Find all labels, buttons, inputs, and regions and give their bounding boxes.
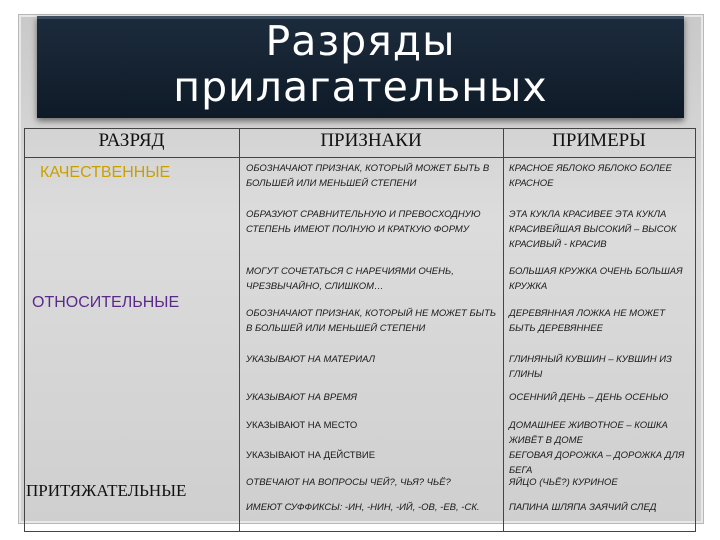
adjective-categories-table (24, 128, 696, 532)
slide-title (37, 18, 684, 110)
qualitative-feature-2: ОБРАЗУЮТ СРАВНИТЕЛЬНУЮ И ПРЕВОСХОДНУЮ СТЕПЕНЬ ИМЕЮТ ПОЛНУЮ И КРАТКУЮ ФОРМУ (246, 209, 481, 235)
table-border-bottom (24, 531, 696, 532)
qualitative-feature-1: ОБОЗНАЧАЮТ ПРИЗНАК, КОТОРЫЙ МОЖЕТ БЫТЬ В БОЛЬШЕЙ ИЛИ МЕНЬШЕЙ СТЕПЕНИ (246, 163, 490, 189)
possessive-feature-2: ИМЕЮТ СУФФИКСЫ: -ИН, -НИН, -ИЙ, -ОВ, -ЕВ, -СК. (246, 502, 480, 513)
qualitative-example-2: ЭТА КУКЛА КРАСИВЕЕ ЭТА КУКЛА КРАСИВЕЙШАЯ ВЫСОКИЙ – ВЫСОК КРАСИВЫЙ - КРАСИВ (509, 209, 677, 250)
header-features: ПРИЗНАКИ (320, 130, 422, 151)
relative-feature-1: ОБОЗНАЧАЮТ ПРИЗНАК, КОТОРЫЙ НЕ МОЖЕТ БЫТЬ В БОЛЬШЕЙ ИЛИ МЕНЬШЕЙ СТЕПЕНИ (246, 308, 497, 334)
title-line-1: Разряды (265, 17, 456, 65)
relative-feature-4: УКАЗЫВАЮТ НА МЕСТО (246, 420, 358, 431)
table-header-divider (24, 157, 696, 158)
relative-feature-5: УКАЗЫВАЮТ НА ДЕЙСТВИЕ (246, 450, 376, 461)
qualitative-example-3: БОЛЬШАЯ КРУЖКА ОЧЕНЬ БОЛЬШАЯ КРУЖКА (509, 266, 683, 292)
relative-feature-2: УКАЗЫВАЮТ НА МАТЕРИАЛ (246, 354, 375, 365)
possessive-example-1: ЯЙЦО (ЧЬЁ?) КУРИНОЕ (509, 477, 618, 488)
relative-example-1: ДЕРЕВЯННАЯ ЛОЖКА НЕ МОЖЕТ БЫТЬ ДЕРЕВЯННЕЕ (509, 308, 666, 334)
relative-example-4: ДОМАШНЕЕ ЖИВОТНОЕ – КОШКА ЖИВЁТ В ДОМЕ (509, 420, 668, 446)
relative-example-3: ОСЕННИЙ ДЕНЬ – ДЕНЬ ОСЕНЬЮ (509, 392, 669, 403)
table-column-divider-1 (239, 128, 240, 532)
possessive-feature-1: ОТВЕЧАЮТ НА ВОПРОСЫ ЧЕЙ?, ЧЬЯ? ЧЬЁ? (246, 477, 451, 488)
table-border-left (24, 128, 25, 532)
category-relative: ОТНОСИТЕЛЬНЫЕ (32, 294, 180, 311)
table-border-right (695, 128, 696, 532)
relative-feature-3: УКАЗЫВАЮТ НА ВРЕМЯ (246, 392, 357, 403)
table-border-top (24, 128, 696, 129)
relative-example-2: ГЛИНЯНЫЙ КУВШИН – КУВШИН ИЗ ГЛИНЫ (509, 354, 672, 380)
relative-example-5: БЕГОВАЯ ДОРОЖКА – ДОРОЖКА ДЛЯ БЕГА (509, 450, 685, 476)
category-qualitative: КАЧЕСТВЕННЫЕ (40, 164, 171, 181)
category-possessive: ПРИТЯЖАТЕЛЬНЫЕ (26, 481, 187, 500)
title-line-2: прилагательных (173, 63, 548, 111)
qualitative-example-1: КРАСНОЕ ЯБЛОКО ЯБЛОКО БОЛЕЕ КРАСНОЕ (509, 163, 672, 189)
header-examples: ПРИМЕРЫ (552, 130, 646, 151)
table-column-divider-2 (503, 128, 504, 532)
possessive-example-2: ПАПИНА ШЛЯПА ЗАЯЧИЙ СЛЕД (509, 502, 657, 513)
header-category: РАЗРЯД (98, 130, 165, 151)
qualitative-feature-3: МОГУТ СОЧЕТАТЬСЯ С НАРЕЧИЯМИ ОЧЕНЬ, ЧРЕЗВЫЧАЙНО, СЛИШКОМ… (246, 266, 454, 292)
